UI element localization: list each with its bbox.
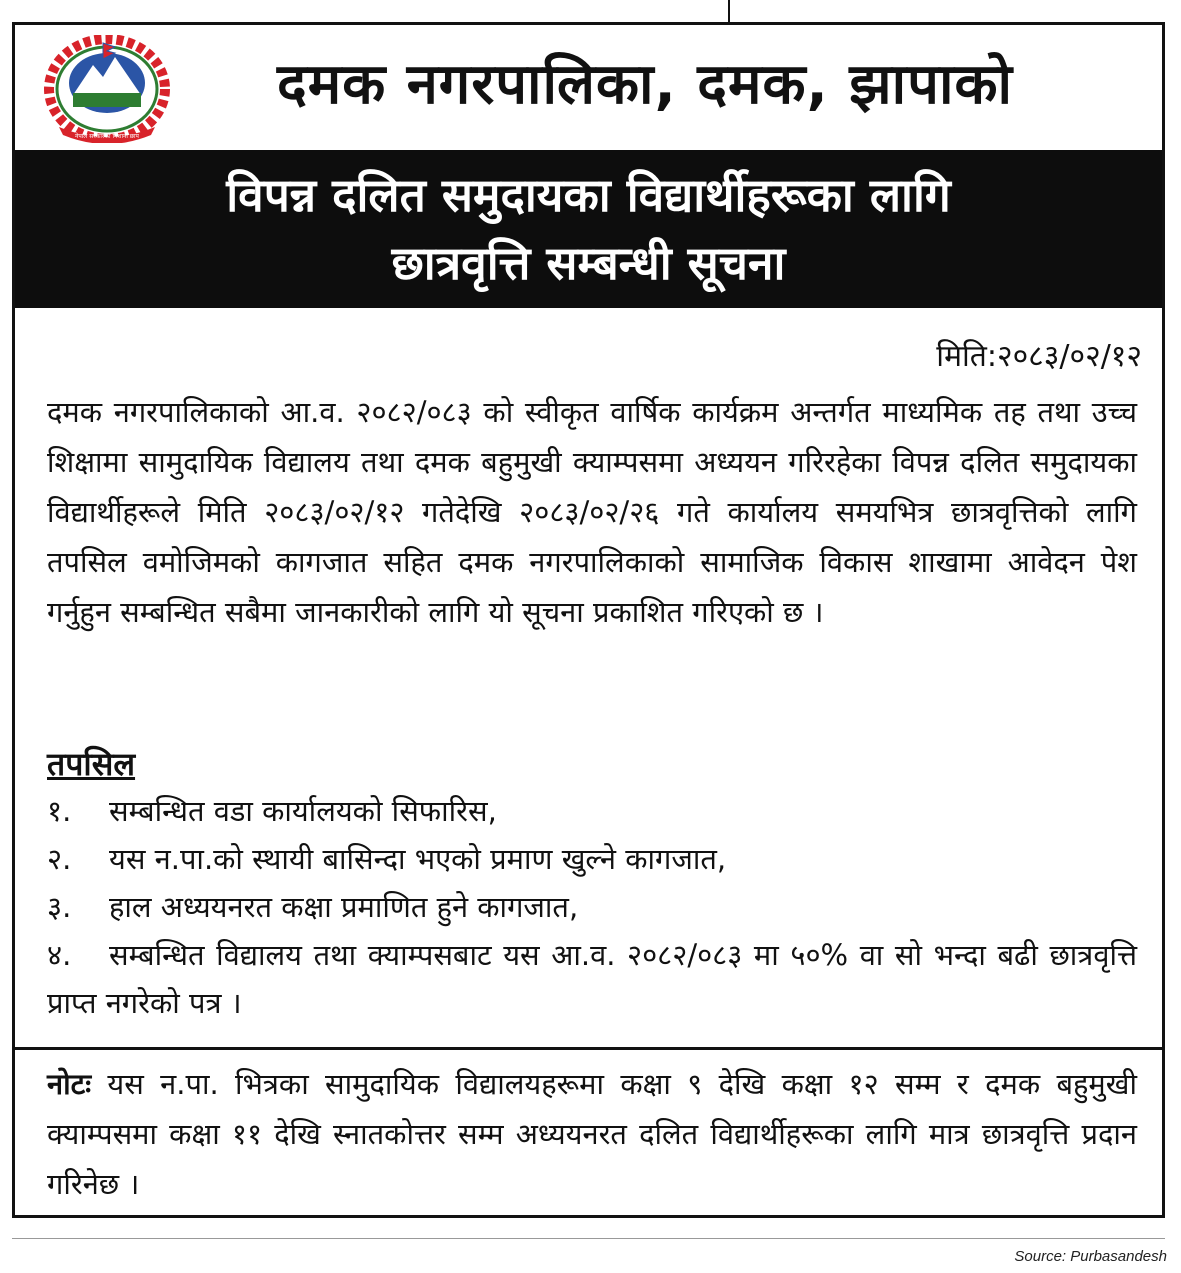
notice-banner	[15, 150, 1162, 308]
list-item	[47, 883, 1137, 931]
notice-header	[15, 25, 1162, 150]
list-item	[47, 931, 1137, 1027]
list-item-text: सम्बन्धित विद्यालय तथा क्याम्पसबाट यस आ.व. २०८२/०८३ मा ५०% वा सो भन्दा बढी छात्रवृत्ति प्राप्त नगरेको पत्र ।	[47, 938, 1137, 1020]
note-divider	[15, 1047, 1162, 1050]
tapsil-list	[47, 787, 1137, 1027]
list-item-number: ४.	[47, 938, 72, 972]
notice-frame	[12, 22, 1165, 1218]
source-credit: Source: Purbasandesh	[1014, 1248, 1167, 1265]
list-item-number: ३.	[47, 890, 72, 924]
top-tick-mark	[728, 0, 730, 22]
banner-line-1: विपन्न दलित समुदायका विद्यार्थीहरूका लागि	[226, 168, 951, 222]
emblem-motto: नेपाल सरकारको निशाना छाप	[75, 133, 139, 140]
list-item-text: यस न.पा.को स्थायी बासिन्दा भएको प्रमाण खुल्ने कागजात,	[109, 842, 727, 876]
note-label: नोटः	[47, 1067, 92, 1101]
notice-note	[47, 1059, 1137, 1209]
list-item	[47, 787, 1137, 835]
list-item-text: सम्बन्धित वडा कार्यालयको सिफारिस,	[109, 794, 497, 828]
nepal-emblem-icon	[43, 35, 171, 143]
org-title: दमक नगरपालिका, दमक, झापाको	[277, 52, 1013, 117]
list-item	[47, 835, 1137, 883]
list-item-number: २.	[47, 842, 72, 876]
notice-body: दमक नगरपालिकाको आ.व. २०८२/०८३ को स्वीकृत वार्षिक कार्यक्रम अन्तर्गत माध्यमिक तह तथा उच्च शिक्षामा सामुदायिक विद्यालय तथा दमक बहुमुखी क्याम्पसमा अध्ययन गरिरहेका विपन्न दलित समुदायका विद्यार्थीहरूले मिति २०८३/०२/१२ गतेदेखि २०८३/०२/२६ गते कार्यालय समयभित्र छात्रवृत्तिको लागि तपसिल वमोजिमको कागजात सहित दमक नगरपालिकाको सामाजिक विकास शाखामा आवेदन पेश गर्नुहुन सम्बन्धित सबैमा जानकारीको लागि यो सूचना प्रकाशित गरिएको छ ।	[47, 395, 1137, 629]
bottom-rule	[12, 1238, 1165, 1239]
notice-date: मिति:२०८३/०२/१२	[936, 339, 1142, 374]
tapsil-title: तपसिल	[47, 745, 136, 783]
note-text: यस न.पा. भित्रका सामुदायिक विद्यालयहरूमा कक्षा ९ देखि कक्षा १२ सम्म र दमक बहुमुखी क्याम्पसमा कक्षा ११ देखि स्नातकोत्तर सम्म अध्ययनरत दलित विद्यार्थीहरूका लागि मात्र छात्रवृत्ति प्रदान गरिनेछ ।	[47, 1067, 1137, 1201]
banner-line-2: छात्रवृत्ति सम्बन्धी सूचना	[391, 236, 786, 290]
list-item-number: १.	[47, 794, 72, 828]
list-item-text: हाल अध्ययनरत कक्षा प्रमाणित हुने कागजात,	[109, 890, 579, 924]
